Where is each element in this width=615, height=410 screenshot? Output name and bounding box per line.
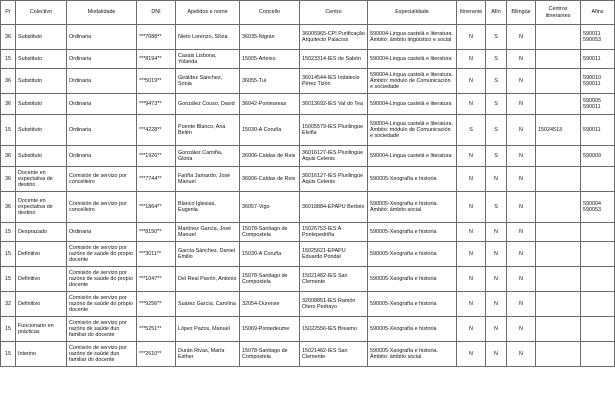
cell-bilingue: N xyxy=(507,167,536,192)
cell-modalidade: Ordinaria xyxy=(67,25,137,50)
col-header-afins: Afins xyxy=(581,1,615,25)
cell-centro: 36016127-IES Plurilingüe Aquis Celenis xyxy=(300,167,368,192)
cell-dni: ***5019** xyxy=(137,69,176,94)
cell-bilingue: N xyxy=(507,223,536,242)
cell-centro: 15023314-IES de Sabón xyxy=(300,50,368,69)
table-row xyxy=(1,25,615,50)
cell-pr: 32 xyxy=(1,292,16,317)
table-row xyxy=(1,115,615,146)
cell-modalidade: Comisión de servizo por concelleiro xyxy=(67,167,137,192)
cell-nome: García Sánchez, Daniel Emilio xyxy=(176,242,240,267)
cell-itinerante: N xyxy=(457,94,486,115)
cell-especialidade: 590005-Xeografía e historia xyxy=(368,223,457,242)
cell-concello: 36006-Caldas de Reis xyxy=(240,146,300,167)
table-row xyxy=(1,94,615,115)
cell-afin: S xyxy=(486,192,507,223)
cell-colectivo: Substituto xyxy=(16,115,67,146)
cell-centros-itinerantes xyxy=(536,223,581,242)
col-header-centro: Centro xyxy=(300,1,368,25)
cell-itinerante: N xyxy=(457,292,486,317)
cell-pr: 36 xyxy=(1,146,16,167)
cell-afins xyxy=(581,223,615,242)
cell-afin: N xyxy=(486,342,507,367)
table-row xyxy=(1,267,615,292)
cell-centros-itinerantes xyxy=(536,342,581,367)
cell-colectivo: Interino xyxy=(16,342,67,367)
cell-nome: Giráldez Sánchez, Sonia xyxy=(176,69,240,94)
cell-pr: 15 xyxy=(1,223,16,242)
cell-concello: 15078-Santiago de Compostela xyxy=(240,223,300,242)
cell-itinerante: S xyxy=(457,115,486,146)
cell-especialidade: 590004-Lingua castelá e literatura. Ámbito: módulo de Comunicación e sociedade xyxy=(368,69,457,94)
cell-dni: ***1864** xyxy=(137,192,176,223)
cell-concello: 32054-Ourense xyxy=(240,292,300,317)
cell-afins xyxy=(581,317,615,342)
cell-especialidade: 590004-Lingua castelá e literatura. Ámbito: módulo de Comunicación e sociedade xyxy=(368,115,457,146)
cell-bilingue: N xyxy=(507,69,536,94)
cell-especialidade: 590004-Lingua castelá e literatura xyxy=(368,50,457,69)
cell-especialidade: 590004-Lingua castelá e literatura xyxy=(368,94,457,115)
cell-colectivo: Substituto xyxy=(16,25,67,50)
col-header-modalidade: Modalidade xyxy=(67,1,137,25)
cell-dni: ***1047** xyxy=(137,267,176,292)
cell-centros-itinerantes xyxy=(536,167,581,192)
cell-nome: Casais Lisbona, Yolanda xyxy=(176,50,240,69)
cell-centros-itinerantes xyxy=(536,69,581,94)
cell-pr: 15 xyxy=(1,115,16,146)
cell-concello: 36055-Tui xyxy=(240,69,300,94)
col-header-itinerante: Itinerante xyxy=(457,1,486,25)
cell-especialidade: 590005-Xeografía e historia xyxy=(368,292,457,317)
cell-bilingue: N xyxy=(507,342,536,367)
cell-afin: S xyxy=(486,50,507,69)
cell-concello: 15078-Santiago de Compostela xyxy=(240,267,300,292)
cell-especialidade: 590005-Xeografía e historia. Ámbito: ámbito social xyxy=(368,342,457,367)
cell-itinerante: N xyxy=(457,50,486,69)
cell-colectivo: Definitivo xyxy=(16,242,67,267)
table-row xyxy=(1,223,615,242)
table-row xyxy=(1,242,615,267)
cell-bilingue: N xyxy=(507,115,536,146)
cell-centros-itinerantes xyxy=(536,94,581,115)
cell-modalidade: Ordinaria xyxy=(67,94,137,115)
cell-bilingue: N xyxy=(507,317,536,342)
cell-afins: 590011 590053 xyxy=(581,25,615,50)
cell-bilingue: N xyxy=(507,94,536,115)
cell-centros-itinerantes xyxy=(536,317,581,342)
table-row xyxy=(1,292,615,317)
cell-dni: ***5251** xyxy=(137,317,176,342)
cell-colectivo: Substituto xyxy=(16,94,67,115)
col-header-nome: Apelidos e nome xyxy=(176,1,240,25)
cell-dni: ***2610** xyxy=(137,342,176,367)
cell-afins xyxy=(581,267,615,292)
cell-afin: N xyxy=(486,267,507,292)
cell-colectivo: Funcionario en prácticas xyxy=(16,317,67,342)
col-header-centros-itinerantes: Centros itinerantes xyxy=(536,1,581,25)
cell-dni: ***7744** xyxy=(137,167,176,192)
cell-colectivo: Docente en expectativa de destino xyxy=(16,167,67,192)
cell-colectivo: Substituto xyxy=(16,50,67,69)
table-row xyxy=(1,192,615,223)
cell-afin: N xyxy=(486,223,507,242)
table-row xyxy=(1,342,615,367)
cell-itinerante: N xyxy=(457,267,486,292)
cell-especialidade: 590005-Xeografía e historia xyxy=(368,242,457,267)
cell-itinerante: N xyxy=(457,69,486,94)
cell-especialidade: 590005-Xeografía e historia xyxy=(368,167,457,192)
cell-centro: 36005965-CPI Purificação Arquitecto Palacios xyxy=(300,25,368,50)
cell-centro: 36013692-IES Val do Tea xyxy=(300,94,368,115)
cell-afins: 590011 xyxy=(581,115,615,146)
cell-itinerante: N xyxy=(457,242,486,267)
cell-centros-itinerantes: 15024513 xyxy=(536,115,581,146)
cell-centro: 15026753-IES A Pontepedriña xyxy=(300,223,368,242)
cell-colectivo: Substituto xyxy=(16,69,67,94)
cell-itinerante: N xyxy=(457,342,486,367)
cell-dni: ***9473** xyxy=(137,94,176,115)
table-row xyxy=(1,146,615,167)
cell-modalidade: Comisión de servizo por razóns de saúde do propio docente xyxy=(67,292,137,317)
cell-dni: ***8194** xyxy=(137,50,176,69)
cell-concello: 36035-Nigrán xyxy=(240,25,300,50)
cell-colectivo: Definitivo xyxy=(16,267,67,292)
cell-modalidade: Ordinaria xyxy=(67,223,137,242)
cell-concello: 15069-Pontedeume xyxy=(240,317,300,342)
cell-afins xyxy=(581,292,615,317)
cell-bilingue: N xyxy=(507,50,536,69)
cell-itinerante: N xyxy=(457,167,486,192)
cell-centros-itinerantes xyxy=(536,267,581,292)
cell-afins: 590005 590011 xyxy=(581,94,615,115)
cell-nome: Nieto Lorenzo, Silvia xyxy=(176,25,240,50)
col-header-concello: Concello xyxy=(240,1,300,25)
cell-afin: S xyxy=(486,25,507,50)
cell-afin: N xyxy=(486,167,507,192)
cell-modalidade: Comisión de servizo por razóns de saúde dun familiar do docente xyxy=(67,317,137,342)
col-header-afin: Afín xyxy=(486,1,507,25)
cell-centro: 32008851-IES Ramón Otero Pedrayo xyxy=(300,292,368,317)
cell-centros-itinerantes xyxy=(536,50,581,69)
cell-especialidade: 590005-Xeografía e historia xyxy=(368,317,457,342)
cell-afins xyxy=(581,342,615,367)
cell-nome: Blanco Iglesias, Eugenia xyxy=(176,192,240,223)
cell-pr: 15 xyxy=(1,342,16,367)
cell-bilingue: N xyxy=(507,25,536,50)
cell-especialidade: 590004-Lingua castelá e literatura. Ámbito: ámbito lingüístico e social xyxy=(368,25,457,50)
cell-dni: ***8150** xyxy=(137,223,176,242)
cell-concello: 15030-A Coruña xyxy=(240,242,300,267)
cell-nome: Martínez García, José Manuel xyxy=(176,223,240,242)
cell-centros-itinerantes xyxy=(536,146,581,167)
cell-afins: 590004 590053 xyxy=(581,192,615,223)
cell-modalidade: Ordinaria xyxy=(67,146,137,167)
cell-afin: S xyxy=(486,146,507,167)
cell-pr: 36 xyxy=(1,167,16,192)
cell-nome: Fariña Jamardo, José Manuel xyxy=(176,167,240,192)
cell-afin: N xyxy=(486,317,507,342)
cell-modalidade: Ordinaria xyxy=(67,115,137,146)
cell-afins: 590009 xyxy=(581,146,615,167)
cell-afins: 590011 xyxy=(581,50,615,69)
cell-nome: Del Real Pavón, Antonio xyxy=(176,267,240,292)
cell-dni: ***9256** xyxy=(137,292,176,317)
cell-centro: 15005579-IES Plurilingüe Elviña xyxy=(300,115,368,146)
cell-dni: ***7088** xyxy=(137,25,176,50)
cell-nome: Suárez García, Carolina xyxy=(176,292,240,317)
cell-especialidade: 590005-Xeografía e historia. Ámbito: ámbito social xyxy=(368,192,457,223)
cell-concello: 36006-Caldas de Reis xyxy=(240,167,300,192)
cell-pr: 15 xyxy=(1,242,16,267)
cell-afin: N xyxy=(486,242,507,267)
col-header-pr: Pr xyxy=(1,1,16,25)
cell-nome: González Camiña, Gloria xyxy=(176,146,240,167)
cell-bilingue: N xyxy=(507,242,536,267)
cell-concello: 15078-Santiago de Compostela xyxy=(240,342,300,367)
cell-colectivo: Docente en expectativa de destino xyxy=(16,192,67,223)
cell-bilingue: N xyxy=(507,292,536,317)
cell-afin: S xyxy=(486,69,507,94)
cell-especialidade: 590004-Lingua castelá e literatura xyxy=(368,146,457,167)
cell-centro: 36016127-IES Plurilingüe Aquis Celenis xyxy=(300,146,368,167)
cell-afin: N xyxy=(486,292,507,317)
cell-nome: Puente Blanco, Ana Belén xyxy=(176,115,240,146)
cell-colectivo: Definitivo xyxy=(16,292,67,317)
cell-afins: 590010 590011 xyxy=(581,69,615,94)
cell-pr: 15 xyxy=(1,317,16,342)
cell-pr: 15 xyxy=(1,50,16,69)
cell-itinerante: N xyxy=(457,223,486,242)
cell-pr: 36 xyxy=(1,94,16,115)
cell-pr: 36 xyxy=(1,25,16,50)
cell-centro: 36018884-EPAPU Berbés xyxy=(300,192,368,223)
cell-afins xyxy=(581,167,615,192)
col-header-colectivo: Colectivo xyxy=(16,1,67,25)
col-header-dni: DNI xyxy=(137,1,176,25)
cell-centro: 15025621-EPAPU Eduardo Pondal xyxy=(300,242,368,267)
cell-modalidade: Comisión de servizo por razóns de saúde do propio docente xyxy=(67,267,137,292)
cell-itinerante: N xyxy=(457,317,486,342)
cell-modalidade: Ordinaria xyxy=(67,50,137,69)
cell-afin: S xyxy=(486,94,507,115)
cell-centro: 15022556-IES Breamo xyxy=(300,317,368,342)
table-row xyxy=(1,50,615,69)
cell-centros-itinerantes xyxy=(536,292,581,317)
cell-concello: 15005-Arteixo xyxy=(240,50,300,69)
cell-modalidade: Comisión de servizo por concelleiro xyxy=(67,192,137,223)
cell-centros-itinerantes xyxy=(536,25,581,50)
table-body xyxy=(1,25,615,367)
cell-concello: 15030-A Coruña xyxy=(240,115,300,146)
table-row xyxy=(1,167,615,192)
cell-itinerante: N xyxy=(457,192,486,223)
cell-centros-itinerantes xyxy=(536,242,581,267)
table-row xyxy=(1,317,615,342)
cell-colectivo: Substituto xyxy=(16,146,67,167)
cell-bilingue: N xyxy=(507,267,536,292)
cell-centro: 15021482-IES San Clemente xyxy=(300,342,368,367)
cell-pr: 36 xyxy=(1,69,16,94)
cell-itinerante: N xyxy=(457,25,486,50)
cell-centros-itinerantes xyxy=(536,192,581,223)
cell-modalidade: Comisión de servizo por razóns de saúde dun familiar do docente xyxy=(67,342,137,367)
cell-dni: ***4228** xyxy=(137,115,176,146)
header-row xyxy=(1,1,615,25)
cell-modalidade: Comisión de servizo por razóns de saúde do propio docente xyxy=(67,242,137,267)
cell-itinerante: N xyxy=(457,146,486,167)
cell-afin: S xyxy=(486,115,507,146)
col-header-especialidade: Especialidade xyxy=(368,1,457,25)
cell-pr: 15 xyxy=(1,267,16,292)
cell-especialidade: 590005-Xeografía e historia xyxy=(368,267,457,292)
cell-concello: 36042-Ponteareas xyxy=(240,94,300,115)
col-header-bilingue: Bilingüe xyxy=(507,1,536,25)
cell-colectivo: Desprazado xyxy=(16,223,67,242)
table-row xyxy=(1,69,615,94)
cell-nome: López Pazos, Manuel xyxy=(176,317,240,342)
cell-centro: 36014544-IES Indalecio Pérez Tizón xyxy=(300,69,368,94)
cell-centro: 15021482-IES San Clemente xyxy=(300,267,368,292)
cell-bilingue: N xyxy=(507,146,536,167)
cell-nome: Durán Rivas, María Esther xyxy=(176,342,240,367)
cell-modalidade: Ordinaria xyxy=(67,69,137,94)
cell-afins xyxy=(581,242,615,267)
cell-dni: ***3011** xyxy=(137,242,176,267)
cell-concello: 36057-Vigo xyxy=(240,192,300,223)
cell-pr: 36 xyxy=(1,192,16,223)
cell-dni: ***1926** xyxy=(137,146,176,167)
cell-bilingue: N xyxy=(507,192,536,223)
cell-nome: González Couso, David xyxy=(176,94,240,115)
